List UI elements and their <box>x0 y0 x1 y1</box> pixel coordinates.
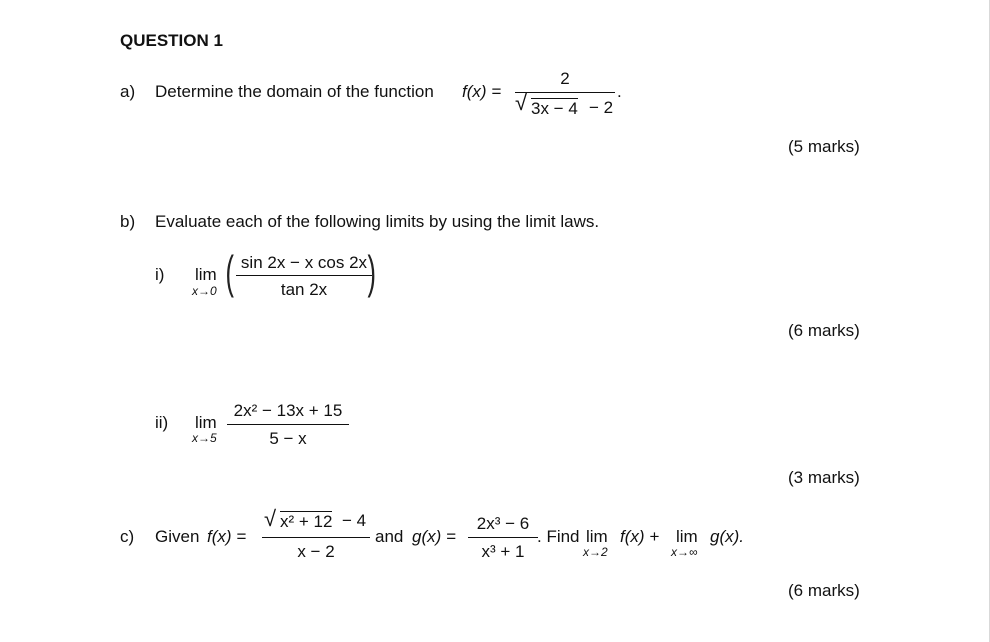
part-c-marks: (6 marks) <box>788 581 860 600</box>
part-c-expr-2: g(x). <box>710 527 744 546</box>
part-b-i-lim: lim <box>195 265 217 284</box>
part-b-i-fraction <box>236 252 372 300</box>
part-c-f-radicand: x² + 12 <box>280 512 333 531</box>
fraction-bar <box>227 424 349 425</box>
part-c-g-numerator: 2x³ − 6 <box>476 514 530 533</box>
part-a-radicand: 3x − 4 <box>531 99 578 118</box>
part-b-i-marks: (6 marks) <box>788 321 860 340</box>
part-c-f-lhs: f(x) = <box>207 527 247 546</box>
part-a-fraction <box>515 68 615 118</box>
part-c-and: and <box>375 527 404 546</box>
part-b-ii-marks: (3 marks) <box>788 468 860 487</box>
right-paren-icon: ) <box>367 246 376 298</box>
part-b-ii-lim: lim <box>195 413 217 432</box>
part-b-ii-lim-subscript: x→5 <box>192 431 217 445</box>
part-c-given: Given <box>155 527 200 546</box>
part-c-lim-2-subscript: x→∞ <box>671 545 698 559</box>
part-c-f-denominator: x − 2 <box>297 542 335 561</box>
part-b-i-lim-subscript: x→0 <box>192 284 217 298</box>
part-a-den-tail: − 2 <box>589 98 614 117</box>
question-title: QUESTION 1 <box>120 31 223 50</box>
part-b-ii-fraction <box>227 400 349 448</box>
part-b-ii-denominator: 5 − x <box>269 429 307 448</box>
part-c-g-fraction <box>468 513 538 561</box>
part-b-text: Evaluate each of the following limits by using the limit laws. <box>155 212 600 231</box>
part-c-lim-1-subscript: x→2 <box>583 545 608 559</box>
part-b-ii-label: ii) <box>155 413 169 432</box>
part-b-label: b) <box>120 212 136 231</box>
part-b-i-numerator: sin 2x − x cos 2x <box>240 253 368 272</box>
part-c-f-num-tail: − 4 <box>342 511 367 530</box>
part-c-find: . Find <box>537 527 580 546</box>
part-c-f-fraction <box>262 506 370 561</box>
part-c-g-lhs: g(x) = <box>412 527 456 546</box>
fraction-bar <box>515 92 615 93</box>
part-a-numerator: 2 <box>560 69 570 88</box>
part-c-g-denominator: x³ + 1 <box>481 542 525 561</box>
part-a-marks: (5 marks) <box>788 137 860 156</box>
left-paren-icon: ( <box>225 246 234 298</box>
part-c-expr-1: f(x) + <box>620 527 660 546</box>
part-b-i-denominator: tan 2x <box>280 280 328 299</box>
sqrt-icon: √ <box>264 506 277 531</box>
fraction-bar <box>468 537 538 538</box>
part-a-text: Determine the domain of the function <box>155 82 434 101</box>
part-b-ii-numerator: 2x² − 13x + 15 <box>233 401 343 420</box>
part-c-label: c) <box>120 527 135 546</box>
part-a-function-lhs: f(x) = <box>462 82 502 101</box>
part-a-end: . <box>617 82 622 101</box>
sqrt-icon: √ <box>515 90 528 115</box>
part-c-lim-2: lim <box>676 527 698 546</box>
fraction-bar <box>262 537 370 538</box>
fraction-bar <box>236 275 372 276</box>
part-b-i-label: i) <box>155 265 165 284</box>
part-a-label: a) <box>120 82 136 101</box>
part-c-lim-1: lim <box>586 527 608 546</box>
